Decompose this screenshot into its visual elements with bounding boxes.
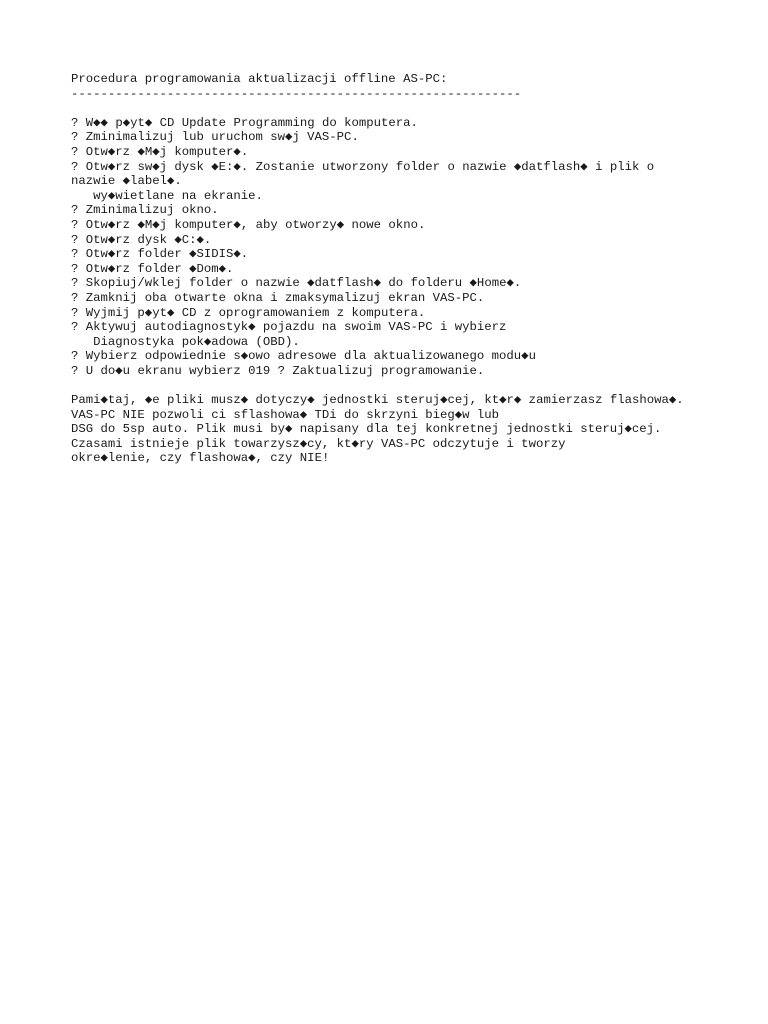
step-line: ? Otw◆rz dysk ◆C:◆. [71, 232, 212, 247]
step-line: ? Zamknij oba otwarte okna i zmaksymalizuj ekran VAS-PC. [71, 290, 485, 305]
step-line: ? Otw◆rz ◆M◆j komputer◆, aby otworzy◆ nowe okno. [71, 217, 426, 232]
step-line: ? Otw◆rz ◆M◆j komputer◆. [71, 144, 249, 159]
step-line: nazwie ◆label◆. [71, 174, 182, 189]
document-body [71, 72, 751, 466]
note-line: okre◆lenie, czy flashowa◆, czy NIE! [71, 451, 330, 466]
blank-line [71, 101, 751, 116]
step-line: ? Wyjmij p◆yt◆ CD z oprogramowaniem z komputera. [71, 305, 426, 320]
steps-list [71, 116, 751, 379]
document-title: Procedura programowania aktualizacji offline AS-PC: [71, 72, 448, 86]
step-line: ? Zminimalizuj okno. [71, 203, 219, 218]
step-line: ? Zminimalizuj lub uruchom sw◆j VAS-PC. [71, 130, 359, 145]
step-line: wy◆wietlane na ekranie. [71, 188, 263, 203]
note-line: DSG do 5sp auto. Plik musi by◆ napisany dla tej konkretnej jednostki steruj◆cej. [71, 422, 662, 437]
step-line: ? U do◆u ekranu wybierz 019 ? Zaktualizuj programowanie. [71, 363, 485, 378]
step-line: ? Otw◆rz folder ◆SIDIS◆. [71, 247, 249, 262]
note-line: VAS-PC NIE pozwoli ci sflashowa◆ TDi do skrzyni bieg◆w lub [71, 407, 500, 422]
step-line: ? W◆◆ p◆yt◆ CD Update Programming do komputera. [71, 115, 418, 130]
note-paragraph [71, 393, 751, 466]
step-line: Diagnostyka pok◆adowa (OBD). [71, 334, 300, 349]
note-line: Pami◆taj, ◆e pliki musz◆ dotyczy◆ jednostki steruj◆cej, kt◆r◆ zamierzasz flashowa◆. [71, 393, 684, 408]
title-separator: ------------------------------------------------------------- [71, 86, 522, 101]
step-line: ? Wybierz odpowiednie s◆owo adresowe dla aktualizowanego modu◆u [71, 349, 536, 364]
step-line: ? Aktywuj autodiagnostyk◆ pojazdu na swoim VAS-PC i wybierz [71, 320, 507, 335]
blank-line [71, 378, 751, 393]
step-line: ? Otw◆rz folder ◆Dom◆. [71, 261, 234, 276]
note-line: Czasami istnieje plik towarzysz◆cy, kt◆ry VAS-PC odczytuje i tworzy [71, 436, 566, 451]
step-line: ? Skopiuj/wklej folder o nazwie ◆datflash◆ do folderu ◆Home◆. [71, 276, 522, 291]
step-line: ? Otw◆rz sw◆j dysk ◆E:◆. Zostanie utworzony folder o nazwie ◆datflash◆ i plik o [71, 159, 655, 174]
